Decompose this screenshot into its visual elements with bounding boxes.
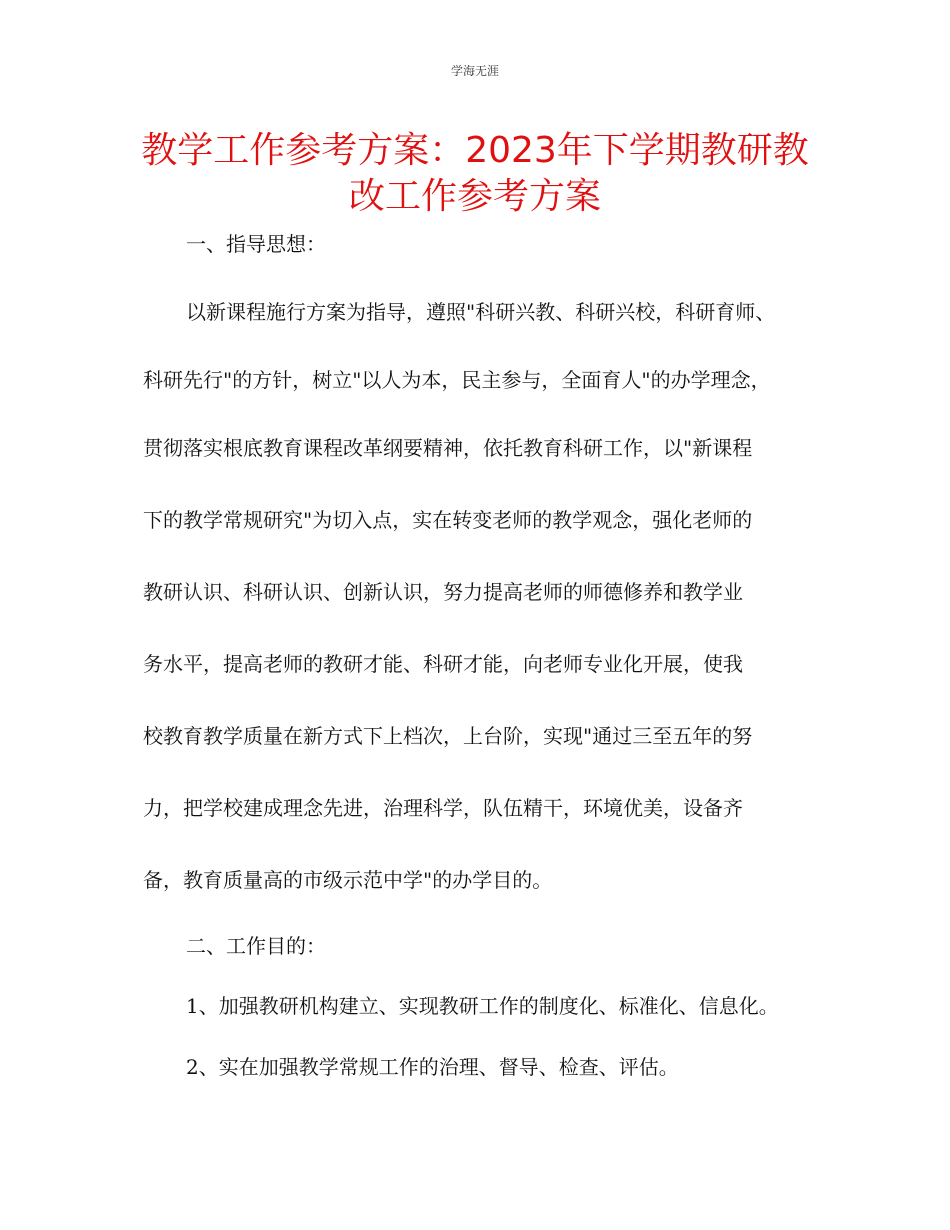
paragraph-line: 教研认识、科研认识、创新认识，努力提高老师的师德修养和教学业 (143, 580, 743, 604)
section-heading-work-goals: 二、工作目的： (186, 934, 326, 958)
document-title (110, 128, 840, 220)
paragraph-line: 以新课程施行方案为指导，遵照"科研兴教、科研兴校，科研育师、 (186, 300, 776, 324)
paragraph-line: 务水平，提高老师的教研才能、科研才能，向老师专业化开展，使我 (143, 652, 743, 676)
paragraph-line: 下的教学常规研究"为切入点，实在转变老师的教学观念，强化老师的 (143, 508, 753, 532)
section-heading-guiding-ideas: 一、指导思想： (186, 232, 326, 256)
list-item: 1、加强教研机构建立、实现教研工作的制度化、标准化、信息化。 (186, 994, 779, 1018)
title-line-2: 改工作参考方案 (348, 176, 601, 217)
page-header: 学海无涯 (450, 64, 499, 78)
paragraph-line: 校教育教学质量在新方式下上档次，上台阶，实现"通过三至五年的努 (143, 724, 753, 748)
paragraph-line: 备，教育质量高的市级示范中学"的办学目的。 (143, 868, 553, 892)
paragraph-line: 贯彻落实根底教育课程改革纲要精神，依托教育科研工作，以"新课程 (143, 436, 753, 460)
paragraph-line: 力，把学校建成理念先进，治理科学，队伍精干，环境优美，设备齐 (143, 796, 743, 820)
list-item: 2、实在加强教学常规工作的治理、督导、检查、评估。 (186, 1055, 679, 1079)
paragraph-line: 科研先行"的方针，树立"以人为本，民主参与，全面育人"的办学理念， (143, 368, 771, 392)
title-line-1: 教学工作参考方案：2023年下学期教研教 (141, 130, 809, 171)
